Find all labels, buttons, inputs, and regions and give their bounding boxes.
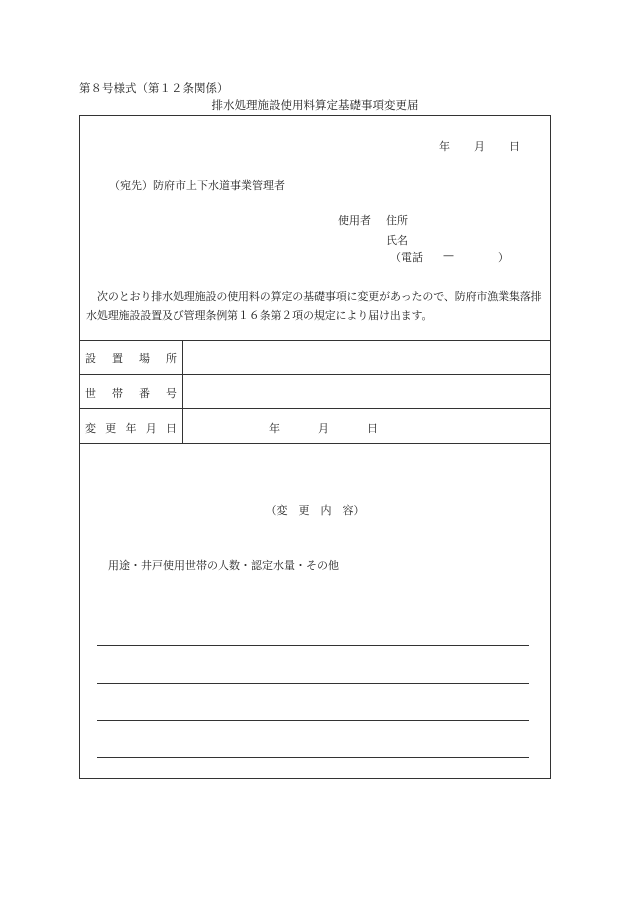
- phone-dash: —: [443, 249, 454, 262]
- writing-line: [97, 683, 529, 684]
- change-month-label: 月: [318, 422, 329, 435]
- name-label: 氏名: [386, 234, 408, 247]
- form-number: 第８号様式（第１２条関係）: [79, 81, 229, 95]
- table-column-divider: [182, 340, 183, 443]
- day-label: 日: [509, 140, 520, 153]
- change-date-label: 変 更 年 月 日: [85, 422, 177, 435]
- change-date-value: [269, 420, 378, 436]
- declaration-text: 次のとおり排水処理施設の使用料の算定の基礎事項に変更があったので、防府市漁業集落排水処理施設設置及び管理条例第１６条第２項の規定により届け出ます。: [86, 290, 542, 322]
- user-label: 使用者: [338, 214, 371, 227]
- address-label: 住所: [386, 214, 408, 227]
- change-year-label: 年: [269, 422, 280, 435]
- table-divider: [80, 443, 550, 444]
- table-divider: [80, 408, 550, 409]
- writing-line: [97, 757, 529, 758]
- writing-line: [97, 645, 529, 646]
- year-label: 年: [439, 140, 450, 153]
- table-divider: [80, 374, 550, 375]
- change-content-heading: （変 更 内 容）: [265, 504, 365, 517]
- submission-date: [439, 138, 520, 154]
- household-number-label: 世 帯 番 号: [85, 387, 177, 400]
- change-items-text: 用途・井戸使用世帯の人数・認定水量・その他: [108, 559, 339, 572]
- addressee: （宛先）防府市上下水道事業管理者: [109, 179, 285, 192]
- phone-label: （電話: [390, 251, 423, 264]
- table-divider: [80, 340, 550, 341]
- document-title: 排水処理施設使用料算定基礎事項変更届: [211, 98, 419, 112]
- form-frame: [79, 115, 551, 779]
- month-label: 月: [474, 140, 485, 153]
- installation-location-label: 設 置 場 所: [85, 352, 177, 365]
- writing-line: [97, 720, 529, 721]
- change-day-label: 日: [367, 422, 378, 435]
- phone-close: ）: [498, 251, 509, 264]
